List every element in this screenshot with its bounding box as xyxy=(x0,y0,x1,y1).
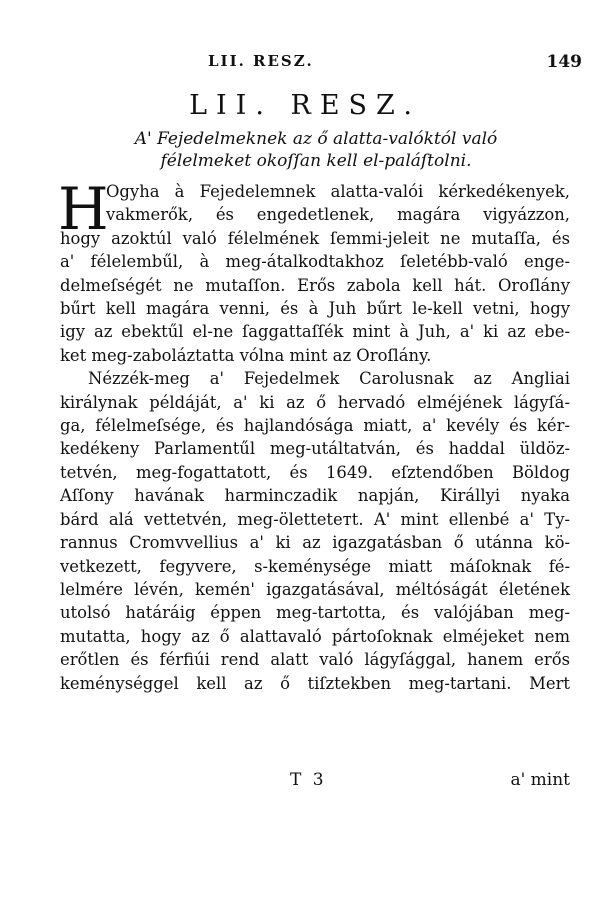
text-line: delmeſségét ne mutaſſon. Erős zabola kell hát. Oroſlány xyxy=(60,275,570,295)
text-line: mutatta, hogy az ő alattavaló pártoſoknak elméjeket nem xyxy=(60,626,570,646)
text-line: Ogyha à Fejedelemnek alatta-valói kérkedékenyek, xyxy=(106,182,570,201)
body-text xyxy=(58,175,570,695)
page-footer xyxy=(60,770,570,796)
text-line: vetkezett, fegyvere, s-keménysége miatt máſoknak fé- xyxy=(60,556,570,576)
text-line: vakmerők, és engedetlenek, magára vigyázzon, xyxy=(106,205,570,225)
text-line: tetvén, meg-fogattatott, és 1649. eſztendőben Böldog xyxy=(60,462,570,482)
text-line: rannus Cromvvellius a' ki az igazgatásban ő utánna kö- xyxy=(60,533,570,553)
text-line: királynak példáját, a' ki az ő hervadó elméjének lágyſá- xyxy=(60,392,570,412)
text-line: erőtlen és férfiúi rend alatt való lágyſággal, hanem erős xyxy=(60,650,570,670)
text-line: keménységgel kell az ő tiſztekben meg-tartani. Mert xyxy=(60,673,570,693)
chapter-title: LII. RESZ. xyxy=(189,90,421,121)
text-line: utolsó határáig éppen meg-tartotta, és valójában meg- xyxy=(60,603,570,623)
catchword: a' mint xyxy=(510,770,570,790)
text-line: Nézzék-meg a' Fejedelmek Carolusnak az Angliai xyxy=(88,369,570,389)
text-line: ket meg-zaboláztatta vólna mint az Oroſlány. xyxy=(60,345,432,365)
text-line: Aſſony havának harminczadik napján, Királlyi nyaka xyxy=(60,486,570,506)
page-number: 149 xyxy=(546,52,582,72)
drop-cap: H xyxy=(58,175,109,243)
text-line: bűrt kell magára venni, és à Juh bűrt le-kell vetni, hogy xyxy=(60,299,570,319)
text-line: igy az ebektűl el-ne ſaggattaſſék mint à Juh, a' ki az ebe- xyxy=(60,322,570,342)
running-title: LII. RESZ. xyxy=(208,52,314,70)
chapter-subtitle: A' Fejedelmeknek az ő alatta-valóktól való félelmeket okoſſan kell el-paláſtolni. xyxy=(134,129,498,171)
text-line: hogy azoktúl való félelmének ſemmi-jeleit ne mutaſſa, és xyxy=(60,228,570,248)
text-line: kedékeny Parlamentűl meg-utáltatván, és haddal üldöz- xyxy=(60,439,570,459)
text-line: lelmére lévén, kemén' igazgatásával, méltóságát életének xyxy=(60,579,570,599)
text-line: bárd alá vettetvén, meg-öletteteтt. A' mint ellenbé a' Ty- xyxy=(60,509,570,529)
text-line: a' félelembűl, à meg-átalkodtakhoz ſeletébb-való enge- xyxy=(60,252,570,272)
signature-mark: T 3 xyxy=(290,770,327,790)
text-line: ga, félelmeſsége, és hajlandósága miatt, a' kevély és kér- xyxy=(60,416,570,436)
running-header xyxy=(150,52,582,76)
